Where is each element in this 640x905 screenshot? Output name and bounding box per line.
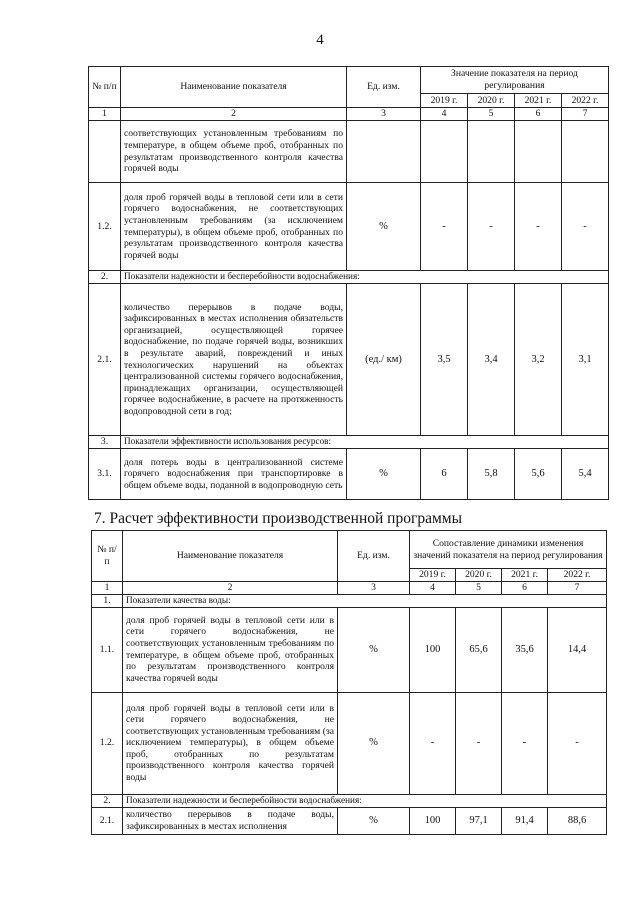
header-num: № п/п bbox=[89, 67, 121, 108]
value-cell: 91,4 bbox=[502, 807, 548, 834]
column-number: 1 bbox=[89, 108, 121, 121]
column-number: 2 bbox=[121, 108, 347, 121]
value-cell: - bbox=[421, 183, 468, 271]
row-number: 2.1. bbox=[92, 807, 123, 834]
table-row bbox=[89, 284, 609, 436]
table-row bbox=[92, 607, 607, 692]
header-year: 2021 г. bbox=[515, 94, 562, 108]
value-cell: 3,2 bbox=[515, 284, 562, 436]
header-period: Сопоставление динамики изменения значений показателя на период регулирования bbox=[410, 531, 607, 569]
value-cell: 35,6 bbox=[502, 607, 548, 692]
section-row bbox=[89, 271, 609, 284]
header-num: № п/п bbox=[92, 531, 123, 582]
value-cell: 65,6 bbox=[456, 607, 502, 692]
value-cell: 5,8 bbox=[468, 449, 515, 500]
value-cell: 14,4 bbox=[548, 607, 607, 692]
column-number: 1 bbox=[92, 582, 123, 595]
section-number: 3. bbox=[89, 436, 121, 449]
section-title: Показатели надежности и бесперебойности водоснабжения: bbox=[121, 271, 609, 284]
header-year: 2020 г. bbox=[456, 569, 502, 582]
indicator-description: доля проб горячей воды в тепловой сети или в сети горячего водоснабжения, не соответствующих установленным требованиям (за исключением температуры), в общем объеме проб, отобранных по результатам производственного контроля качества горячей воды bbox=[123, 692, 338, 794]
header-year: 2022 г. bbox=[548, 569, 607, 582]
efficiency-table bbox=[91, 530, 607, 835]
table-row bbox=[92, 692, 607, 794]
value-cell: 100 bbox=[410, 807, 456, 834]
value-cell: 6 bbox=[421, 449, 468, 500]
row-number: 2.1. bbox=[89, 284, 121, 436]
header-name: Наименование показателя bbox=[121, 67, 347, 108]
column-number: 3 bbox=[338, 582, 410, 595]
table-row bbox=[89, 449, 609, 500]
table-row bbox=[89, 183, 609, 271]
value-cell: 3,4 bbox=[468, 284, 515, 436]
row-number: 1.1. bbox=[92, 607, 123, 692]
value-cell: - bbox=[468, 183, 515, 271]
value-cell: - bbox=[502, 692, 548, 794]
value-cell: - bbox=[410, 692, 456, 794]
section-number: 1. bbox=[92, 594, 123, 607]
header-unit: Ед. изм. bbox=[338, 531, 410, 582]
row-number: 1.2. bbox=[89, 183, 121, 271]
section-heading: 7. Расчет эффективности производственной программы bbox=[94, 510, 462, 527]
unit-cell: % bbox=[338, 807, 410, 834]
column-number: 6 bbox=[502, 582, 548, 595]
column-number: 5 bbox=[456, 582, 502, 595]
unit-cell: % bbox=[338, 607, 410, 692]
column-number: 4 bbox=[410, 582, 456, 595]
value-cell: 3,5 bbox=[421, 284, 468, 436]
indicators-table bbox=[88, 66, 609, 500]
value-cell: 97,1 bbox=[456, 807, 502, 834]
header-year: 2019 г. bbox=[421, 94, 468, 108]
unit-cell: (ед./ км) bbox=[347, 284, 421, 436]
indicator-description: соответствующих установленным требованиям по температуре, в общем объеме проб, отобранных по результатам производственного контроля качества горячей воды bbox=[121, 121, 347, 183]
value-cell: - bbox=[548, 692, 607, 794]
value-cell: - bbox=[456, 692, 502, 794]
value-cell: 5,4 bbox=[562, 449, 609, 500]
indicator-description: доля проб горячей воды в тепловой сети или в сети горячего водоснабжения, не соответствующих установленным требованиям по температуре, в общем объеме проб, отобранных по результатам производственного контроля качества горячей воды bbox=[123, 607, 338, 692]
value-cell: 5,6 bbox=[515, 449, 562, 500]
column-number: 2 bbox=[123, 582, 338, 595]
header-year: 2020 г. bbox=[468, 94, 515, 108]
column-number: 7 bbox=[548, 582, 607, 595]
unit-cell: % bbox=[347, 183, 421, 271]
row-number: 1.2. bbox=[92, 692, 123, 794]
column-number: 5 bbox=[468, 108, 515, 121]
section-title: Показатели надежности и бесперебойности водоснабжения: bbox=[123, 794, 607, 807]
section-number: 2. bbox=[92, 794, 123, 807]
unit-cell: % bbox=[347, 449, 421, 500]
header-period: Значение показателя на период регулирования bbox=[421, 67, 609, 94]
header-year: 2021 г. bbox=[502, 569, 548, 582]
value-cell: 100 bbox=[410, 607, 456, 692]
section-row bbox=[92, 594, 607, 607]
header-unit: Ед. изм. bbox=[347, 67, 421, 108]
unit-cell: % bbox=[338, 692, 410, 794]
value-cell: - bbox=[562, 183, 609, 271]
value-cell: 88,6 bbox=[548, 807, 607, 834]
header-year: 2022 г. bbox=[562, 94, 609, 108]
indicator-description: количество перерывов в подаче воды, зафиксированных в местах исполнения bbox=[123, 807, 338, 834]
header-name: Наименование показателя bbox=[123, 531, 338, 582]
section-title: Показатели качества воды: bbox=[123, 594, 607, 607]
indicator-description: количество перерывов в подаче воды, зафиксированных в местах исполнения обязательств организацией, осуществляющей горячее водоснабжение, по подаче горячей воды, возникших в результате аварий, повреждений и иных технологических нарушений на объектах централизованной системы горячего водоснабжения, принадлежащих организации, осуществляющей горячее водоснабжение, в расчете на протяженность водопроводной сети в год; bbox=[121, 284, 347, 436]
section-number: 2. bbox=[89, 271, 121, 284]
value-cell: - bbox=[515, 183, 562, 271]
column-number: 4 bbox=[421, 108, 468, 121]
value-cell: 3,1 bbox=[562, 284, 609, 436]
table-row bbox=[89, 121, 609, 183]
section-title: Показатели эффективности использования ресурсов: bbox=[121, 436, 609, 449]
indicator-description: доля потерь воды в централизованной системе горячего водоснабжения при транспортировке в общем объеме воды, поданной в водопроводную сеть bbox=[121, 449, 347, 500]
section-row bbox=[89, 436, 609, 449]
row-number: 3.1. bbox=[89, 449, 121, 500]
indicator-description: доля проб горячей воды в тепловой сети или в сети горячего водоснабжения, не соответствующих установленным требованиям (за исключением температуры), в общем объеме проб, отобранных по результатам производственного контроля качества горячей воды bbox=[121, 183, 347, 271]
column-number: 6 bbox=[515, 108, 562, 121]
column-number: 7 bbox=[562, 108, 609, 121]
column-number: 3 bbox=[347, 108, 421, 121]
table-row bbox=[92, 807, 607, 834]
header-year: 2019 г. bbox=[410, 569, 456, 582]
section-row bbox=[92, 794, 607, 807]
page-number: 4 bbox=[316, 32, 324, 48]
